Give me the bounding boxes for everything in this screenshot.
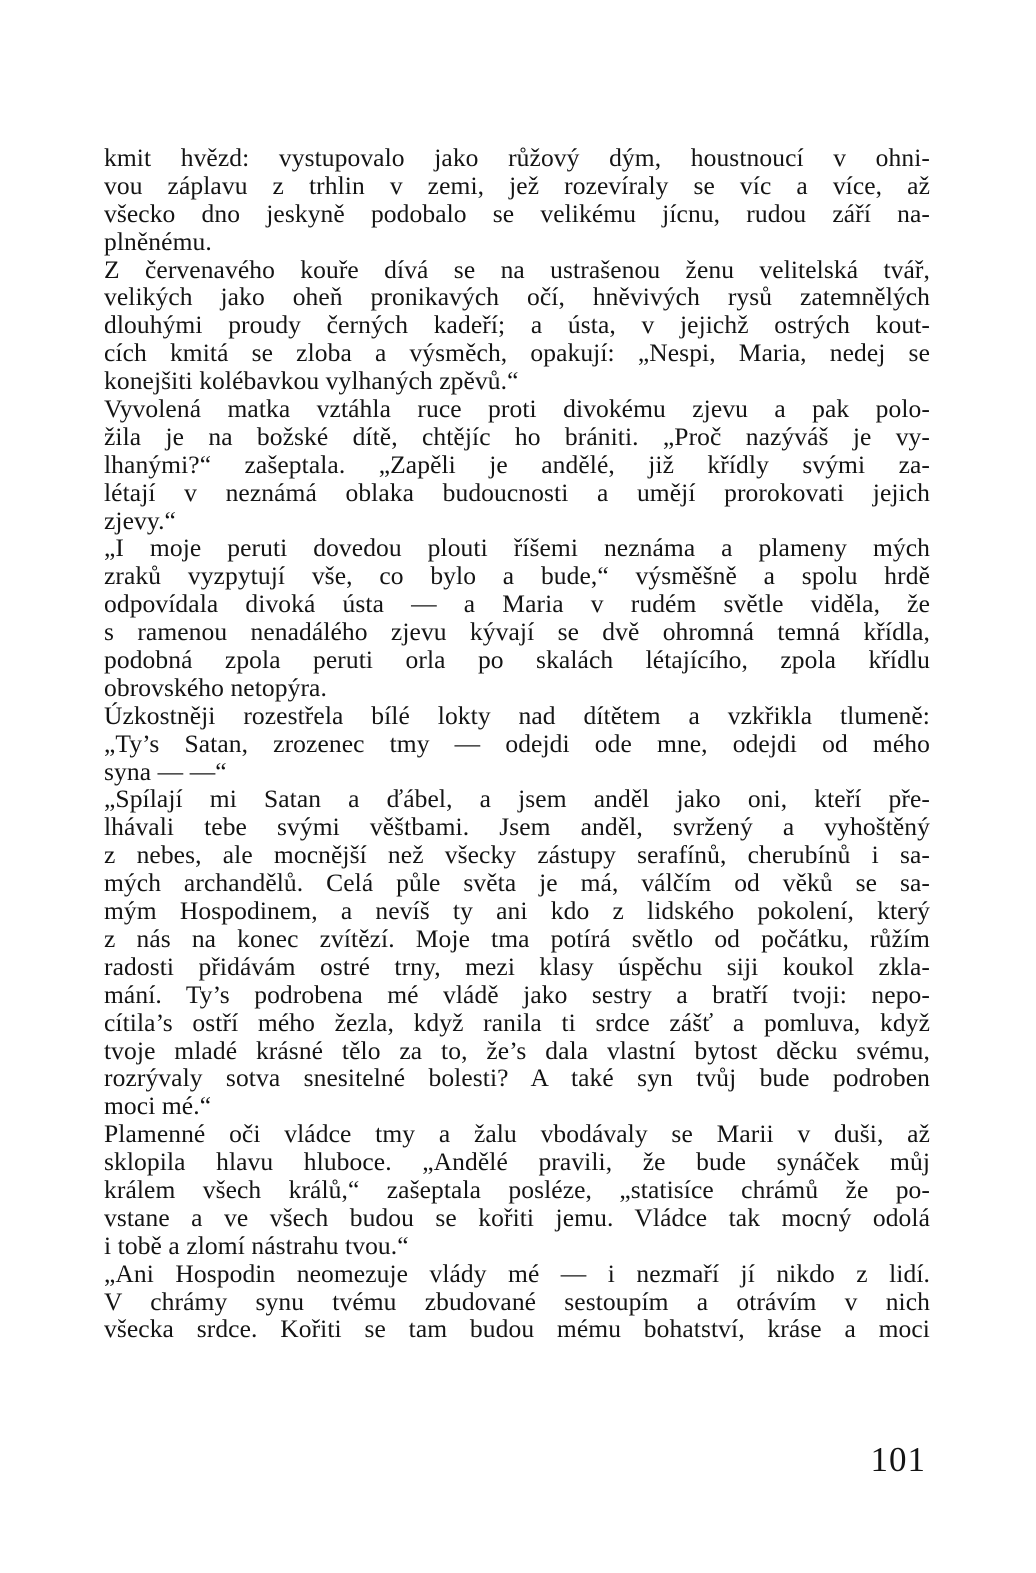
text-line: Vyvolená matka vztáhla ruce proti divokému zjevu a pak polo- — [104, 394, 930, 424]
text-line: i tobě a zlomí nástrahu tvou.“ — [104, 1230, 409, 1260]
text-line: „I moje peruti dovedou plouti říšemi neznáma a plameny mých — [104, 533, 930, 563]
text-line: moci mé.“ — [104, 1091, 212, 1121]
text-line: mým Hospodinem, a nevíš ty ani kdo z lidského pokolení, který — [104, 896, 930, 926]
text-line: vstane a ve všech budou se kořiti jemu. Vládce tak mocný odolá — [104, 1202, 930, 1232]
text-line: plněnému. — [104, 226, 212, 256]
text-line: mých archandělů. Celá půle světa je má, válčím od věků se sa- — [104, 868, 930, 898]
text-line: radosti přidávám ostré trny, mezi klasy úspěchu siji koukol zkla- — [104, 951, 930, 981]
text-line: tvoje mladé krásné tělo za to, že’s dala vlastní bytost děcku svému, — [104, 1035, 930, 1065]
text-line: konejšiti kolébavkou vylhaných zpěvů.“ — [104, 366, 519, 396]
text-line: létají v neznámá oblaka budoucnosti a umějí prorokovati jejich — [104, 477, 930, 507]
text-line: Z červenavého kouře dívá se na ustrašenou ženu velitelská tvář, — [104, 254, 930, 284]
text-line: „Ty’s Satan, zrozenec tmy — odejdi ode mne, odejdi od mého — [104, 728, 930, 758]
text-line: „Ani Hospodin neomezuje vlády mé — i nezmaří jí nikdo z lidí. — [104, 1258, 930, 1288]
text-line: velikých jako oheň pronikavých očí, hněvivých rysů zatemnělých — [104, 282, 930, 312]
body-text — [104, 144, 930, 1343]
text-line: lhanými?“ zašeptala. „Zapěli je andělé, již křídly svými za- — [104, 449, 930, 479]
text-line: lhávali tebe svými věštbami. Jsem anděl, svržený a vyhoštěný — [104, 812, 930, 842]
text-line: s ramenou nenadálého zjevu kývají se dvě ohromná temná křídla, — [104, 617, 930, 647]
text-line: žila je na božské dítě, chtějíc ho brániti. „Proč nazýváš je vy- — [104, 421, 930, 451]
text-line: cích kmitá se zloba a výsměch, opakují: „Nespi, Maria, nedej se — [104, 338, 930, 368]
text-line: obrovského netopýra. — [104, 672, 327, 702]
text-line: „Spílají mi Satan a ďábel, a jsem anděl jako oni, kteří pře- — [104, 784, 930, 814]
text-line: mání. Ty’s podrobena mé vládě jako sestry a bratří tvoji: nepo- — [104, 979, 930, 1009]
text-line: rozrývaly sotva snesitelné bolesti? A také syn tvůj bude podroben — [104, 1063, 930, 1093]
text-line: podobná zpola peruti orla po skalách létajícího, zpola křídlu — [104, 645, 930, 675]
text-line: králem všech králů,“ zašeptala posléze, „statisíce chrámů že po- — [104, 1174, 930, 1204]
text-line: všecka srdce. Kořiti se tam budou mému bohatství, kráse a moci — [104, 1314, 930, 1344]
text-line: z nás na konec zvítězí. Moje tma potírá světlo od počátku, růžím — [104, 923, 930, 953]
text-line: všecko dno jeskyně podobalo se velikému jícnu, rudou září na- — [104, 198, 930, 228]
text-line: Plamenné oči vládce tmy a žalu vbodávaly se Marii v duši, až — [104, 1119, 930, 1149]
text-line: sklopila hlavu hluboce. „Andělé pravili, že bude synáček můj — [104, 1147, 930, 1177]
text-line: cítila’s ostří mého žezla, když ranila ti srdce zášť a pomluva, když — [104, 1007, 930, 1037]
text-line: vou záplavu z trhlin v zemi, jež rozevíraly se víc a více, až — [104, 170, 930, 200]
text-line: syna — —“ — [104, 756, 227, 786]
text-line: zraků vyzpytují vše, co bylo a bude,“ výsměšně a spolu hrdě — [104, 561, 930, 591]
text-line: kmit hvězd: vystupovalo jako růžový dým, houstnoucí v ohni- — [104, 143, 930, 172]
text-line: odpovídala divoká ústa — a Maria v rudém světle viděla, že — [104, 589, 930, 619]
page-number: 101 — [870, 1440, 926, 1479]
text-line: V chrámy synu tvému zbudované sestoupím a otrávím v nich — [104, 1286, 930, 1316]
text-line: Úzkostněji rozestřela bílé lokty nad dítětem a vzkřikla tlumeně: — [104, 700, 930, 730]
text-line: zjevy.“ — [104, 505, 176, 535]
text-line: dlouhými proudy černých kadeří; a ústa, v jejichž ostrých kout- — [104, 310, 930, 340]
text-line: z nebes, ale mocnější než všecky zástupy serafínů, cherubínů i sa- — [104, 840, 930, 870]
